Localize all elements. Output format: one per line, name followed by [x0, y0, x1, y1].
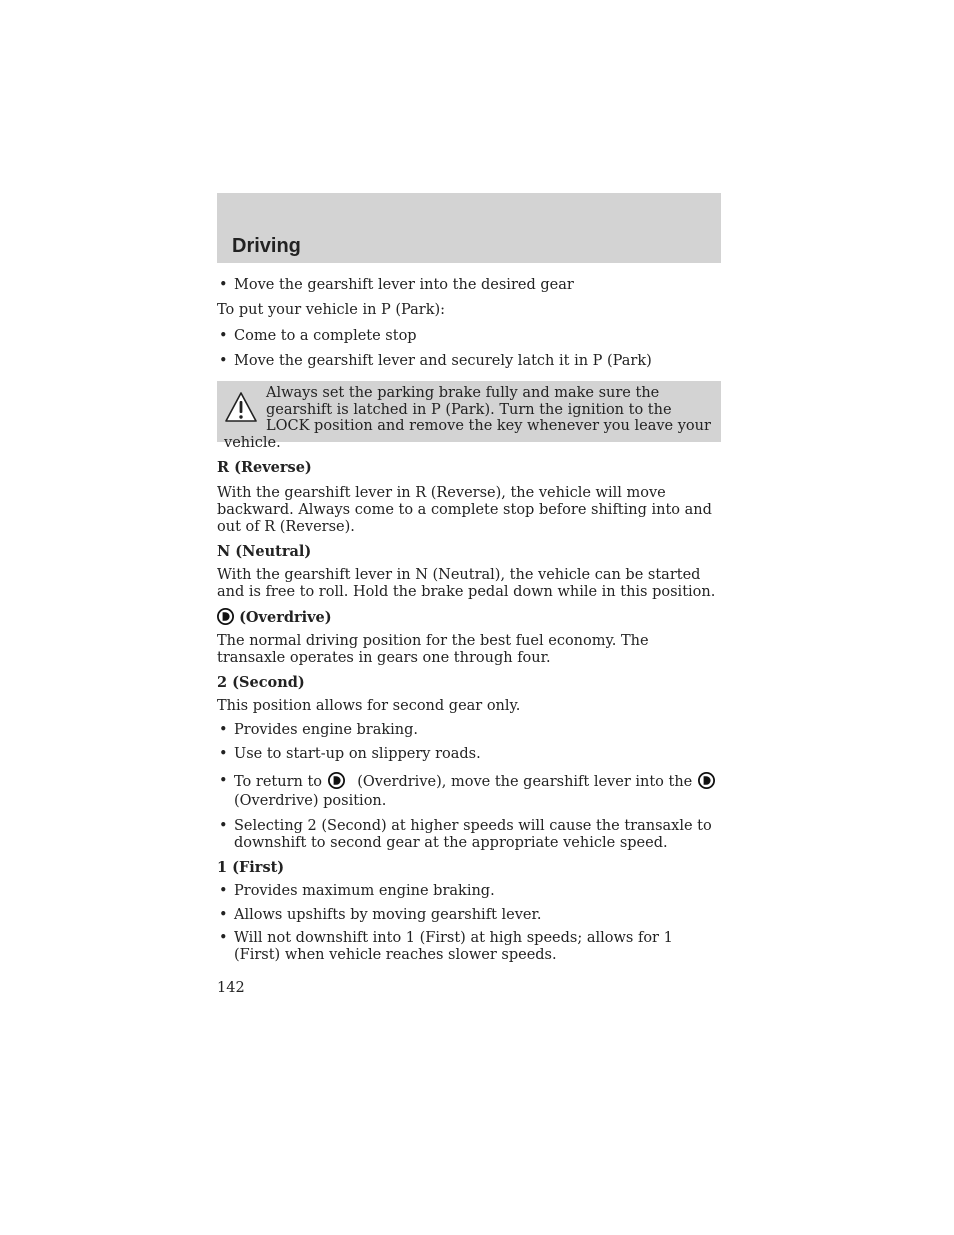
overdrive-d-icon — [698, 772, 715, 789]
list-item-text: (Overdrive), move the gearshift lever into the — [357, 774, 693, 790]
paragraph: With the gearshift lever in R (Reverse), the vehicle will move backward. Always come to a complete stop before shifting into and out of R (Reverse). — [217, 485, 712, 535]
section-heading: 2 (Second) — [217, 674, 305, 691]
section-heading: R (Reverse) — [217, 459, 312, 476]
list-item: • Will not downshift into 1 (First) at high speeds; allows for 1 (First) when vehicle reaches slower speeds. — [217, 930, 717, 964]
list-item-text: To return to — [234, 774, 322, 790]
overdrive-heading-text: (Overdrive) — [239, 609, 332, 626]
list-item-text: (Overdrive) position. — [234, 793, 387, 809]
paragraph: With the gearshift lever in N (Neutral), the vehicle can be started and is free to roll. Hold the brake pedal down while in this position. — [217, 567, 716, 600]
list-item: • Selecting 2 (Second) at higher speeds will cause the transaxle to downshift to second gear at the appropriate vehicle speed. — [217, 818, 717, 852]
list-item: • Move the gearshift lever and securely latch it in P (Park) — [217, 353, 717, 370]
page-content — [217, 274, 717, 997]
list-item: • Provides maximum engine braking. — [217, 883, 717, 900]
list-item — [217, 772, 717, 811]
list-item: • Come to a complete stop — [217, 328, 717, 345]
overdrive-d-icon — [328, 772, 345, 789]
paragraph: To put your vehicle in P (Park): — [217, 302, 446, 318]
warning-text: Always set the parking brake fully and make sure the gearshift is latched in P (Park). Turn the ignition to the LOCK position and remove the key whenever you leave your vehicle. — [224, 385, 711, 451]
section-header — [217, 193, 721, 263]
section-heading: 1 (First) — [217, 859, 285, 876]
section-heading — [217, 608, 717, 626]
paragraph: The normal driving position for the best fuel economy. The transaxle operates in gears one through four. — [217, 633, 649, 666]
warning-triangle-icon — [224, 390, 258, 424]
page-number: 142 — [217, 980, 245, 996]
section-title: Driving — [232, 235, 301, 257]
paragraph: This position allows for second gear only. — [217, 698, 521, 714]
list-item: • Provides engine braking. — [217, 722, 717, 739]
section-heading: N (Neutral) — [217, 543, 312, 560]
overdrive-d-icon — [217, 608, 234, 625]
list-item: • Allows upshifts by moving gearshift lever. — [217, 907, 717, 924]
warning-box — [217, 381, 721, 451]
list-item: • Move the gearshift lever into the desired gear — [217, 277, 717, 294]
list-item: • Use to start-up on slippery roads. — [217, 746, 717, 763]
